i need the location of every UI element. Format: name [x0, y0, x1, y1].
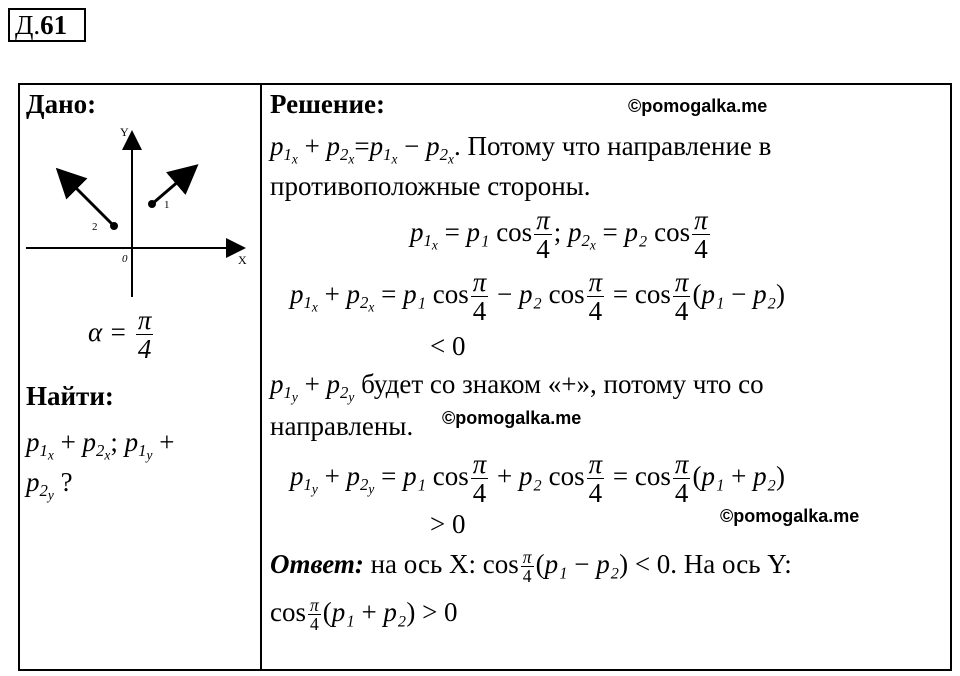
vector-2-label: 2 — [92, 221, 98, 233]
vector-1 — [152, 168, 194, 204]
find-line-2: $p_{2_y}$ ? — [26, 467, 73, 503]
table-divider — [260, 83, 262, 671]
find-heading: Найти: — [26, 381, 114, 411]
vector-2-start — [110, 222, 118, 230]
origin-label: 0 — [122, 253, 128, 265]
solution-line-3: $p_{1_y} + p_{2_y}$ будет со знаком «+», потому что со — [270, 369, 764, 405]
vector-1-label: 1 — [164, 199, 170, 211]
solution-line-1: $p_{1_x} + p_{2_x}=p_{1_x} - p_{2_x}$. Потому что направление в — [270, 131, 772, 167]
x-axis-label: X — [238, 253, 247, 267]
given-heading: Дано: — [26, 89, 97, 119]
equation-2: $p_{1_x} + p_{2_x} = p_1$ cos $\frac{\pi}{4}$ − p₂ cos $\frac{\pi}{4}$ = cos $\frac{\pi}{4}$ (p₁ − p₂) — [290, 267, 785, 327]
solution-line-2: противоположные стороны. — [270, 171, 591, 201]
equation-3: $p_{1_y} + p_{2_y} = p_1$ cos $\frac{\pi}{4}$ + p₂ cos $\frac{\pi}{4}$ = cos $\frac{\pi}{4}$ (p₁ + p₂) — [290, 449, 785, 509]
alpha-num: π — [137, 305, 152, 335]
alpha-den: 4 — [137, 334, 152, 365]
y-axis-label: Y — [120, 125, 129, 139]
watermark-3: ©pomogalka.me — [720, 506, 860, 526]
vector-2 — [60, 172, 114, 226]
vector-1-start — [148, 200, 156, 208]
vector-diagram — [24, 122, 254, 302]
solution-heading: Решение: — [270, 89, 385, 119]
problem-label-number: 61 — [40, 10, 68, 40]
answer-line-1: Ответ: на ось X: cos $\frac{\pi}{4}$ (p₁ − p₂) < 0. На ось Y: — [270, 547, 792, 587]
watermark-2: ©pomogalka.me — [442, 408, 582, 428]
answer-line-2: cos $\frac{\pi}{4}$ (p₁ + p₂) > 0 — [270, 595, 458, 635]
equation-1: $p_{1_x} = p_1$ cos $\frac{\pi}{4}$ ; $p_{2_x} = p_2$ cos $\frac{\pi}{4}$ — [410, 205, 708, 265]
watermark-1: ©pomogalka.me — [628, 96, 768, 116]
answer-label: Ответ: — [270, 549, 364, 580]
problem-label-prefix: Д. — [15, 10, 41, 40]
equation-2-result: < 0 — [430, 331, 466, 361]
find-line-1: $p_{1_x} + p_{2_x}$; $p_{1_y}$ + — [26, 427, 175, 463]
alpha-fraction — [136, 306, 154, 364]
alpha-lhs: α = — [88, 317, 128, 348]
alpha-given — [88, 306, 155, 364]
solution-line-4: направлены. — [270, 411, 414, 441]
equation-3-result: > 0 — [430, 509, 466, 539]
problem-label — [8, 8, 86, 42]
